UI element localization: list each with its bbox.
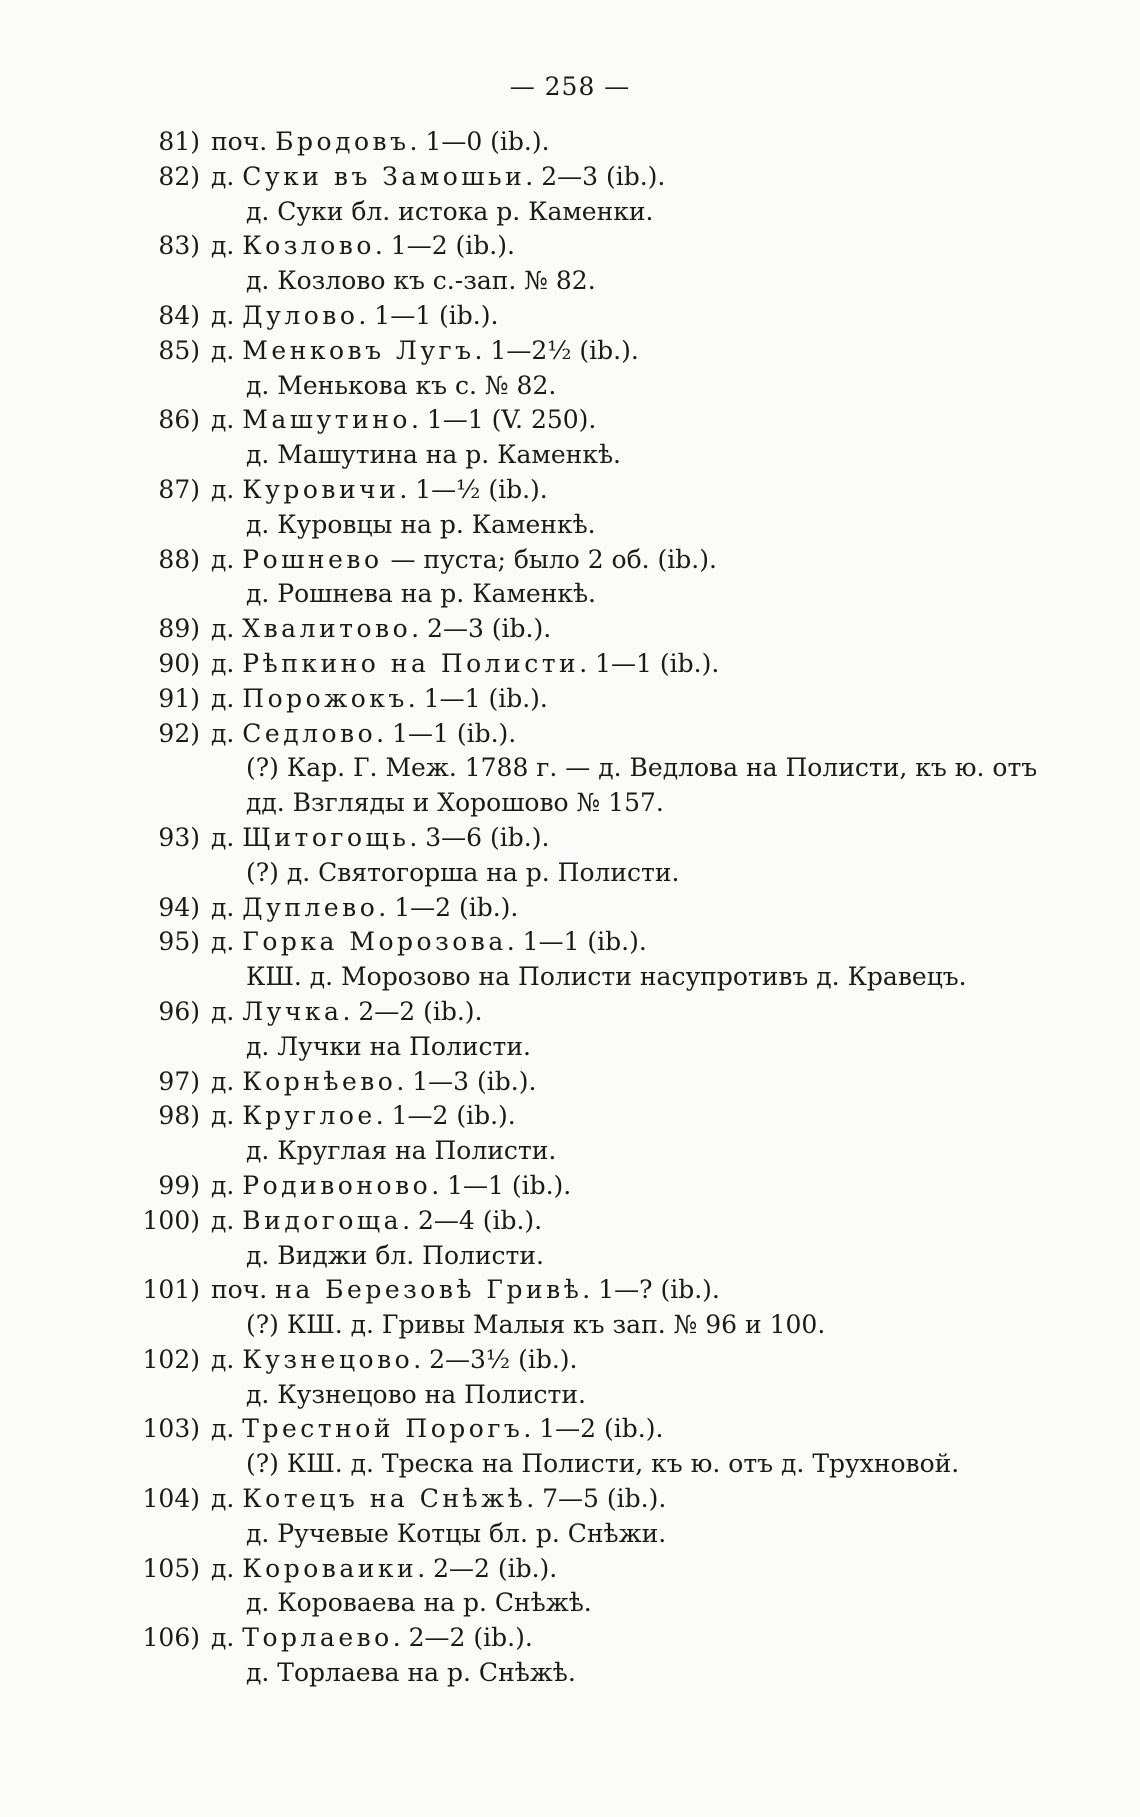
entry-note: д. Круглая на Полисти. xyxy=(246,1136,557,1166)
entry-main: д. Родивоново. 1—1 (ib.). xyxy=(211,1170,572,1200)
entry-main: поч. Бродовъ. 1—0 (ib.). xyxy=(211,127,550,156)
entry-note-line xyxy=(0,1030,1140,1065)
entry-main: д. Щитогощь. 3—6 (ib.). xyxy=(211,822,550,852)
entry-note-line xyxy=(0,960,1140,995)
entry-note-line xyxy=(0,1517,1140,1552)
entry-main: д. Куровичи. 1—½ (ib.). xyxy=(211,474,548,504)
entry-number: 100) xyxy=(142,1205,200,1235)
entry-line xyxy=(0,1552,1140,1587)
entry-line xyxy=(0,1169,1140,1204)
entry-line xyxy=(0,1412,1140,1447)
entry-main: д. Дулово. 1—1 (ib.). xyxy=(211,300,499,330)
entry-note: д. Суки бл. истока р. Каменки. xyxy=(246,196,654,226)
entry-line xyxy=(0,1482,1140,1517)
entry-note: д. Машутина на р. Каменкѣ. xyxy=(246,440,621,470)
entry-line xyxy=(0,1204,1140,1239)
entry-number: 95) xyxy=(158,927,200,957)
entry-note-line xyxy=(0,508,1140,543)
entry-number: 93) xyxy=(158,822,200,852)
entry-line xyxy=(0,125,1140,160)
entry-number: 82) xyxy=(158,161,200,191)
entry-number: 87) xyxy=(158,474,200,504)
entry-line xyxy=(0,403,1140,438)
entry-main: д. Трестной Порогъ. 1—2 (ib.). xyxy=(211,1414,664,1444)
entry-line xyxy=(0,925,1140,960)
entry-number: 88) xyxy=(158,544,200,574)
entry-note: д. Куровцы на р. Каменкѣ. xyxy=(246,509,596,539)
entry-number: 81) xyxy=(158,127,200,156)
entry-main: д. Котецъ на Снѣжѣ. 7—5 (ib.). xyxy=(211,1484,667,1514)
entry-note-line xyxy=(0,1447,1140,1482)
entry-main: д. Порожокъ. 1—1 (ib.). xyxy=(211,683,548,713)
entry-note: д. Кузнецово на Полисти. xyxy=(246,1379,586,1409)
entry-note-continued: дд. Взгляды и Хорошово № 157. xyxy=(246,788,664,818)
entry-number: 99) xyxy=(158,1170,200,1200)
entry-number: 83) xyxy=(158,231,200,261)
entry-main: д. Лучка. 2—2 (ib.). xyxy=(211,996,483,1026)
entry-line xyxy=(0,1343,1140,1378)
entry-note: д. Короваева на р. Снѣжѣ. xyxy=(246,1588,592,1618)
page-number: — 258 — xyxy=(509,72,631,101)
entry-line xyxy=(0,334,1140,369)
entry-number: 96) xyxy=(158,996,200,1026)
entry-line xyxy=(0,229,1140,264)
entry-number: 91) xyxy=(158,683,200,713)
entry-note-line xyxy=(0,438,1140,473)
entry-line xyxy=(0,1099,1140,1134)
entry-note: д. Виджи бл. Полисти. xyxy=(246,1240,544,1270)
entry-note-line xyxy=(0,1656,1140,1691)
entry-note: (?) КШ. д. Гривы Малыя къ зап. № 96 и 100. xyxy=(246,1310,826,1340)
entry-number: 104) xyxy=(142,1484,200,1514)
entry-line xyxy=(0,299,1140,334)
entry-number: 92) xyxy=(158,718,200,748)
entry-main: д. Короваики. 2—2 (ib.). xyxy=(211,1553,558,1583)
entry-line xyxy=(0,543,1140,578)
entry-line xyxy=(0,717,1140,752)
entry-main: д. Машутино. 1—1 (V. 250). xyxy=(211,405,597,435)
entry-note-line xyxy=(0,786,1140,821)
entry-line xyxy=(0,647,1140,682)
entry-line xyxy=(0,473,1140,508)
entry-number: 84) xyxy=(158,300,200,330)
entry-line xyxy=(0,612,1140,647)
entry-note: д. Козлово къ с.-зап. № 82. xyxy=(246,266,596,296)
entry-note: (?) д. Святогорша на р. Полисти. xyxy=(246,857,680,887)
entry-number: 106) xyxy=(142,1623,200,1653)
entry-main: д. Видогоща. 2—4 (ib.). xyxy=(211,1205,543,1235)
entry-note: д. Рошнева на р. Каменкѣ. xyxy=(246,579,596,609)
entry-number: 86) xyxy=(158,405,200,435)
entry-note-line xyxy=(0,195,1140,230)
entry-line xyxy=(0,995,1140,1030)
entry-main: д. Торлаево. 2—2 (ib.). xyxy=(211,1623,533,1653)
entry-note: д. Торлаева на р. Снѣжѣ. xyxy=(246,1658,576,1688)
entry-note-line xyxy=(0,1239,1140,1274)
entry-number: 102) xyxy=(142,1344,200,1374)
entry-main: д. Козлово. 1—2 (ib.). xyxy=(211,231,515,261)
entry-number: 90) xyxy=(158,648,200,678)
entry-number: 85) xyxy=(158,335,200,365)
entry-note-line xyxy=(0,1308,1140,1343)
entry-main: д. Рошнево — пуста; было 2 об. (ib.). xyxy=(211,544,717,574)
entry-line xyxy=(0,891,1140,926)
entry-note-line xyxy=(0,1378,1140,1413)
entry-note: д. Менькова къ с. № 82. xyxy=(246,370,557,400)
entry-number: 98) xyxy=(158,1101,200,1131)
entry-note: КШ. д. Морозово на Полисти насупротивъ д. Кравецъ. xyxy=(246,962,967,992)
entry-number: 103) xyxy=(142,1414,200,1444)
entry-main: поч. на Березовѣ Гривѣ. 1—? (ib.). xyxy=(211,1275,720,1305)
entry-line xyxy=(0,682,1140,717)
entry-note-line xyxy=(0,264,1140,299)
entry-note: (?) Кар. Г. Меж. 1788 г. — д. Ведлова на Полисти, къ ю. отъ xyxy=(246,753,1038,783)
entry-main: д. Кузнецово. 2—3½ (ib.). xyxy=(211,1344,578,1374)
entry-number: 101) xyxy=(142,1275,200,1305)
entry-note: д. Лучки на Полисти. xyxy=(246,1031,531,1061)
entry-note: д. Ручевые Котцы бл. р. Снѣжи. xyxy=(246,1518,667,1548)
entry-note-line xyxy=(0,1134,1140,1169)
entry-line xyxy=(0,821,1140,856)
entry-note: (?) КШ. д. Треска на Полисти, къ ю. отъ д. Трухновой. xyxy=(246,1449,960,1479)
entry-line xyxy=(0,1621,1140,1656)
entry-line xyxy=(0,160,1140,195)
entry-note-line xyxy=(0,751,1140,786)
entry-line xyxy=(0,1273,1140,1308)
entry-main: д. Менковъ Лугъ. 1—2½ (ib.). xyxy=(211,335,639,365)
entry-line xyxy=(0,1065,1140,1100)
entry-main: д. Корнѣево. 1—3 (ib.). xyxy=(211,1066,537,1096)
entry-note-line xyxy=(0,856,1140,891)
entry-main: д. Горка Морозова. 1—1 (ib.). xyxy=(211,927,647,957)
entry-main: д. Круглое. 1—2 (ib.). xyxy=(211,1101,516,1131)
entry-main: д. Седлово. 1—1 (ib.). xyxy=(211,718,517,748)
entry-number: 89) xyxy=(158,614,200,644)
entry-main: д. Дуплево. 1—2 (ib.). xyxy=(211,892,519,922)
entry-number: 105) xyxy=(142,1553,200,1583)
entry-main: д. Суки въ Замошьи. 2—3 (ib.). xyxy=(211,161,666,191)
entry-note-line xyxy=(0,369,1140,404)
entry-number: 97) xyxy=(158,1066,200,1096)
entry-main: д. Хвалитово. 2—3 (ib.). xyxy=(211,614,552,644)
entry-list xyxy=(0,125,1140,1691)
entry-main: д. Рѣпкино на Полисти. 1—1 (ib.). xyxy=(211,648,720,678)
entry-number: 94) xyxy=(158,892,200,922)
entry-note-line xyxy=(0,577,1140,612)
entry-note-line xyxy=(0,1586,1140,1621)
